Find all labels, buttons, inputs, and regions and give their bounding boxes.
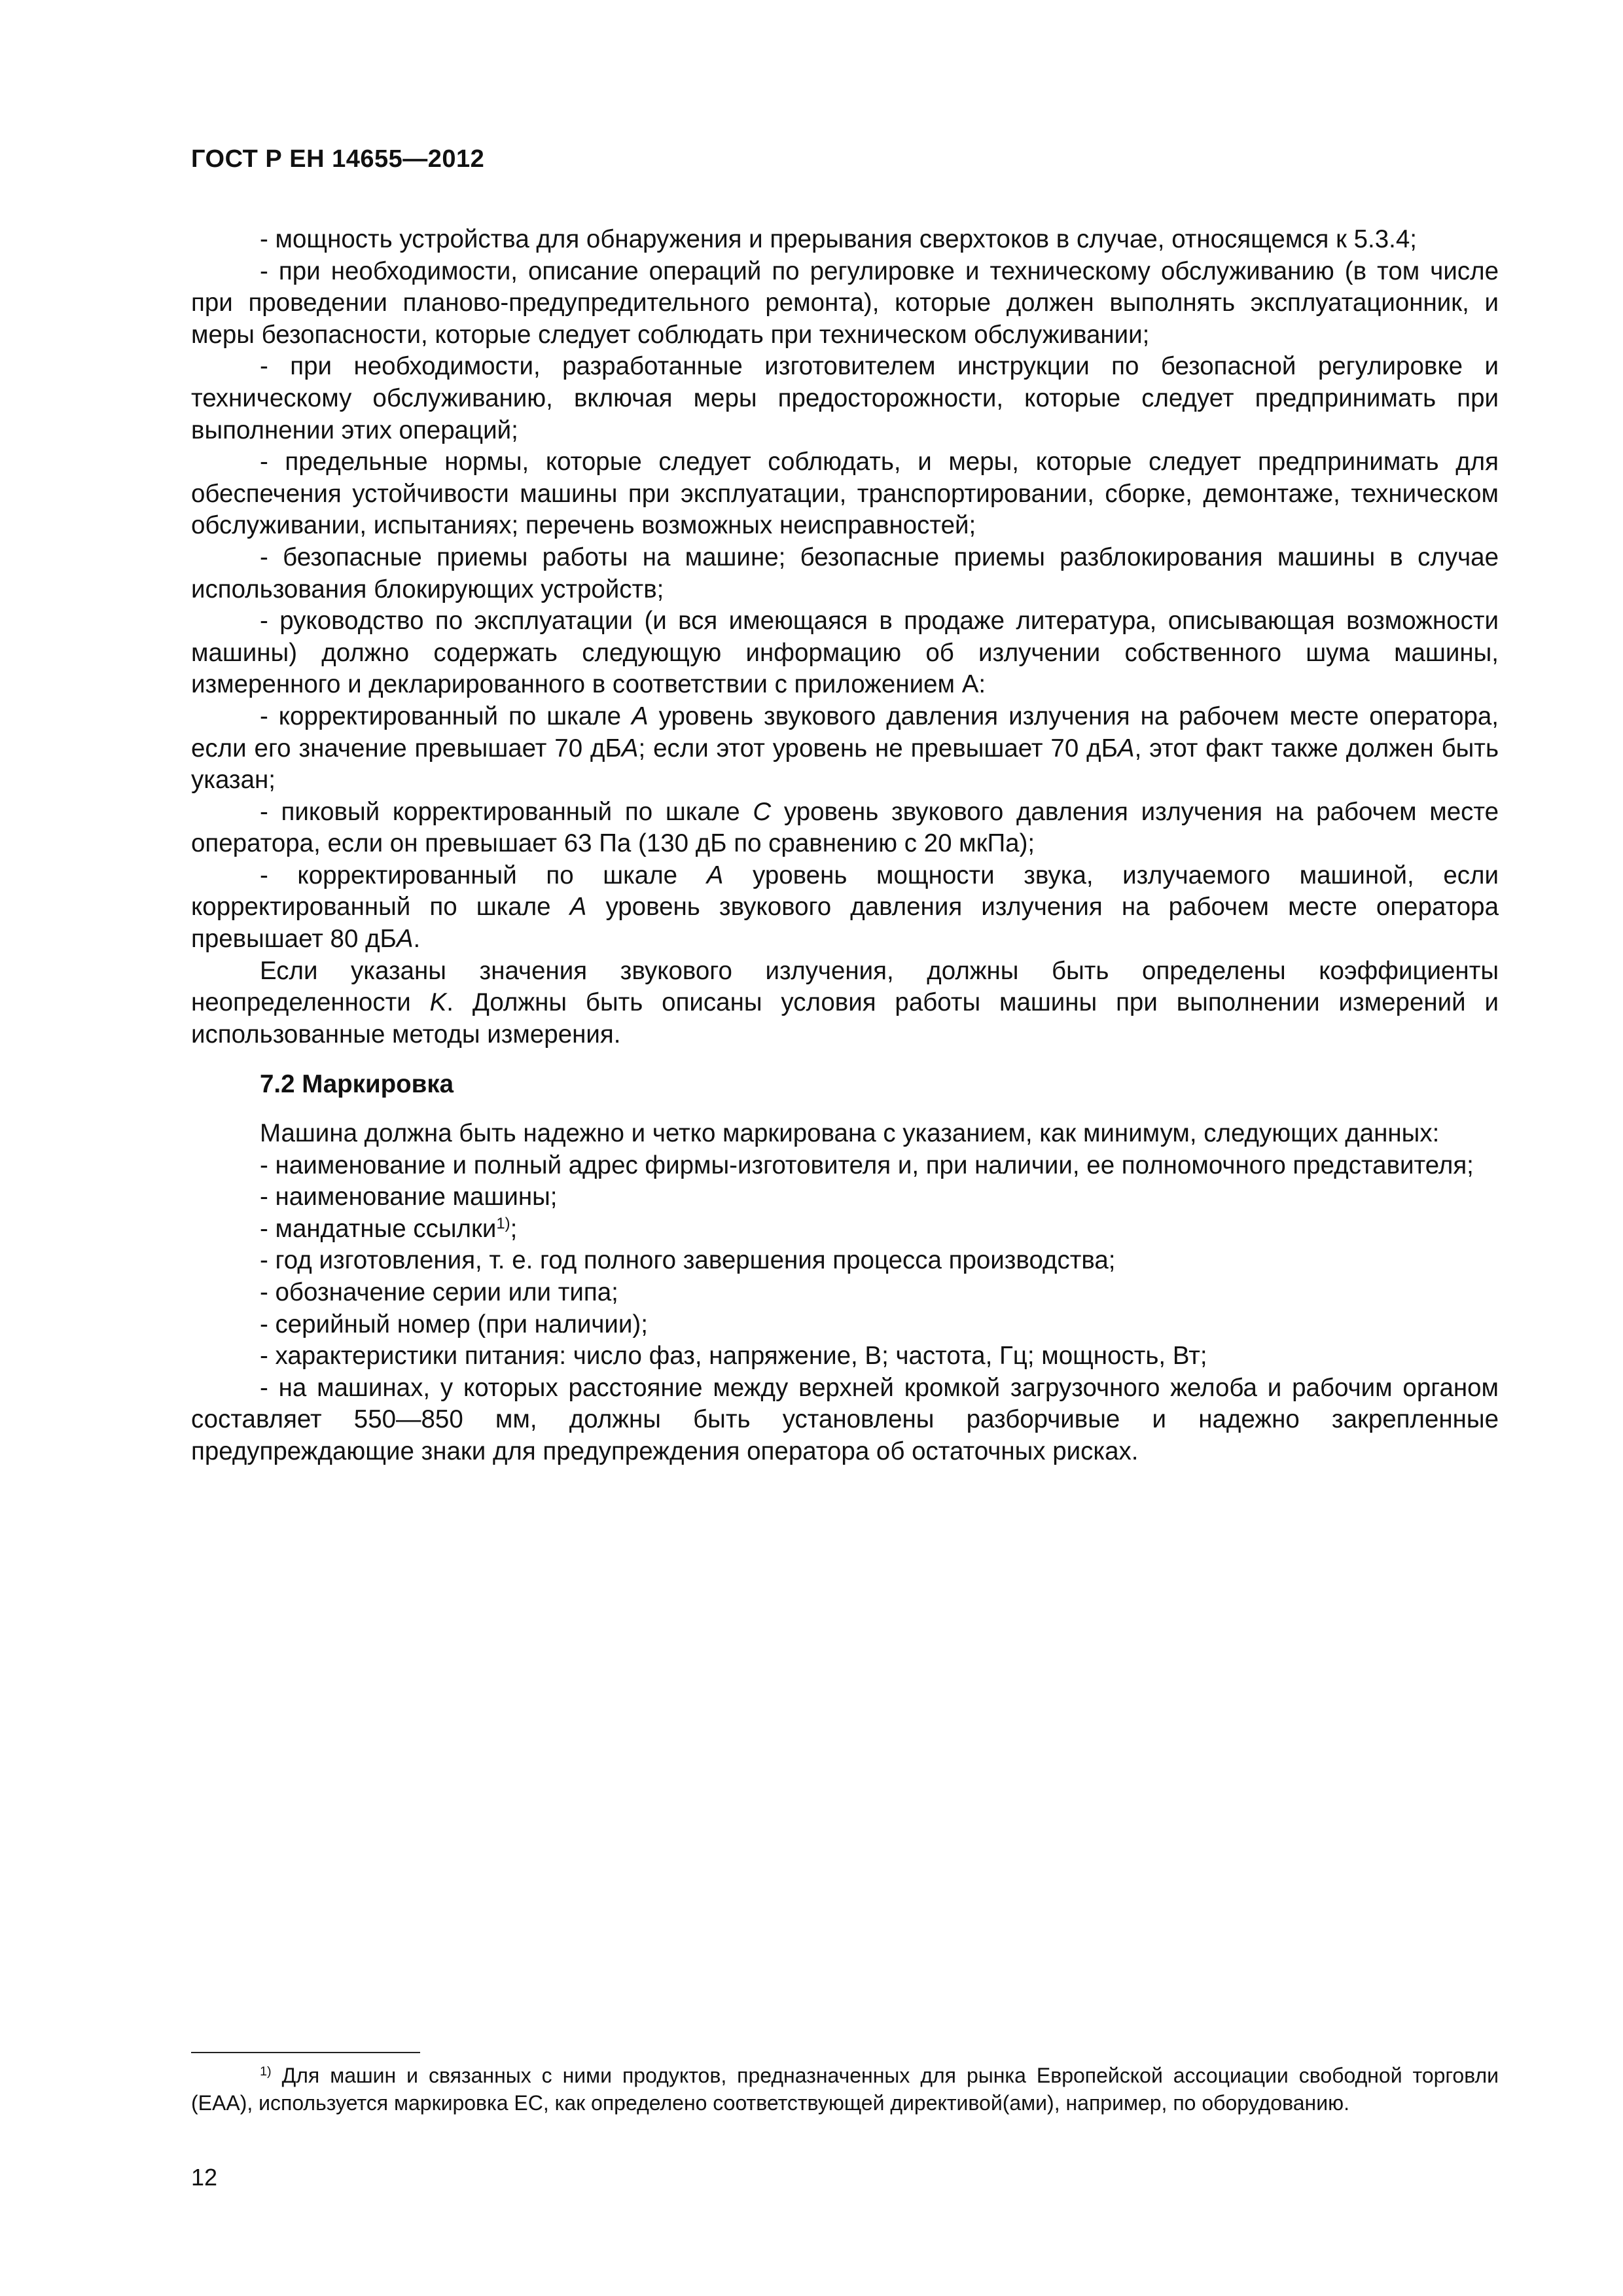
- paragraph: - при необходимости, описание операций по регулировке и техническому обслуживанию (в том числе при проведении планово-предупредительного ремонта), которые должен выполнять эксплуатационник, и меры безопасности, которые следует соблюдать при техническом обслуживании;: [191, 257, 1499, 349]
- scale-a-symbol: А: [706, 861, 724, 889]
- footnote-text: Для машин и связанных с ними продуктов, предназначенных для рынка Европейской ассоциации свободной торговли (ЕАА), используется маркировка ЕС, как определено соответствующей директивой(ами), например, по оборудованию.: [191, 2064, 1499, 2115]
- page-number: 12: [191, 2164, 218, 2191]
- noise-item-c-weighted-peak: - пиковый корректированный по шкале С уровень звукового давления излучения на рабочем месте оператора, если он превышает 63 Па (130 дБ по сравнению с 20 мкПа);: [191, 797, 1499, 858]
- uncertainty-paragraph: Если указаны значения звукового излучения, должны быть определены коэффициенты неопределенности K. Должны быть описаны условия работы машины при выполнении измерений и использованные методы измерения.: [191, 956, 1499, 1049]
- marking-item: - серийный номер (при наличии);: [260, 1310, 648, 1338]
- scale-a-symbol: А: [621, 734, 639, 762]
- paragraph: - мощность устройства для обнаружения и прерывания сверхтоков в случае, относящемся к 5.3.4;: [260, 225, 1417, 253]
- marking-item: - на машинах, у которых расстояние между верхней кромкой загрузочного желоба и рабочим органом составляет 550—850 мм, должны быть установлены разборчивые и надежно закрепленные предупреждающие знаки для предупреждения оператора об остаточных рисках.: [191, 1373, 1499, 1465]
- standard-header: ГОСТ Р ЕН 14655—2012: [191, 145, 485, 173]
- noise-item-a-weighted-pressure: - корректированный по шкале А уровень звукового давления излучения на рабочем месте оператора, если его значение превышает 70 дБА; если этот уровень не превышает 70 дБА, этот факт также должен быть указан;: [191, 702, 1499, 795]
- scale-a-symbol: А: [396, 925, 414, 954]
- marking-item-mandate: - мандатные ссылки$^{1)}$;: [260, 1214, 518, 1243]
- marking-item: - наименование машины;: [260, 1183, 558, 1211]
- body-text: [191, 224, 1499, 1468]
- paragraph: - руководство по эксплуатации (и вся имеющаяся в продаже литература, описывающая возможности машины) должно содержать следующую информацию об излучении собственного шума машины, измеренного и декларированного в соответствии с приложением А:: [191, 607, 1499, 699]
- paragraph: - предельные нормы, которые следует соблюдать, и меры, которые следует предпринимать для обеспечения устойчивости машины при эксплуатации, транспортировании, сборке, демонтаже, техническом обслуживании, испытаниях; перечень возможных неисправностей;: [191, 448, 1499, 540]
- footnote-divider: [191, 2052, 420, 2053]
- noise-item-a-weighted-power: - корректированный по шкале А уровень мощности звука, излучаемого машиной, если корректированный по шкале А уровень звукового давления излучения на рабочем месте оператора превышает 80 дБА.: [191, 861, 1499, 954]
- section-title: 7.2 Маркировка: [260, 1070, 454, 1099]
- footnote: [191, 2062, 1499, 2117]
- section-intro: Машина должна быть надежно и четко маркирована с указанием, как минимум, следующих данных:: [260, 1119, 1440, 1148]
- uncertainty-symbol: K: [429, 988, 447, 1017]
- paragraph: - при необходимости, разработанные изготовителем инструкции по безопасной регулировке и техническому обслуживанию, включая меры предосторожности, которые следует предпринимать при выполнении этих операций;: [191, 352, 1499, 444]
- marking-item: - наименование и полный адрес фирмы-изготовителя и, при наличии, ее полномочного представителя;: [260, 1151, 1474, 1179]
- marking-item: - характеристики питания: число фаз, напряжение, В; частота, Гц; мощность, Вт;: [260, 1342, 1207, 1371]
- footnote-ref: 1): [496, 1214, 510, 1232]
- scale-a-symbol: А: [632, 702, 649, 730]
- marking-item: - год изготовления, т. е. год полного завершения процесса производства;: [260, 1246, 1116, 1275]
- scale-c-symbol: С: [753, 797, 772, 826]
- scale-a-symbol: А: [1117, 734, 1135, 762]
- footnote-marker: 1): [260, 2064, 272, 2079]
- scale-a-symbol: А: [569, 893, 587, 922]
- paragraph: - безопасные приемы работы на машине; безопасные приемы разблокирования машины в случае использования блокирующих устройств;: [191, 543, 1499, 603]
- marking-item: - обозначение серии или типа;: [260, 1278, 618, 1306]
